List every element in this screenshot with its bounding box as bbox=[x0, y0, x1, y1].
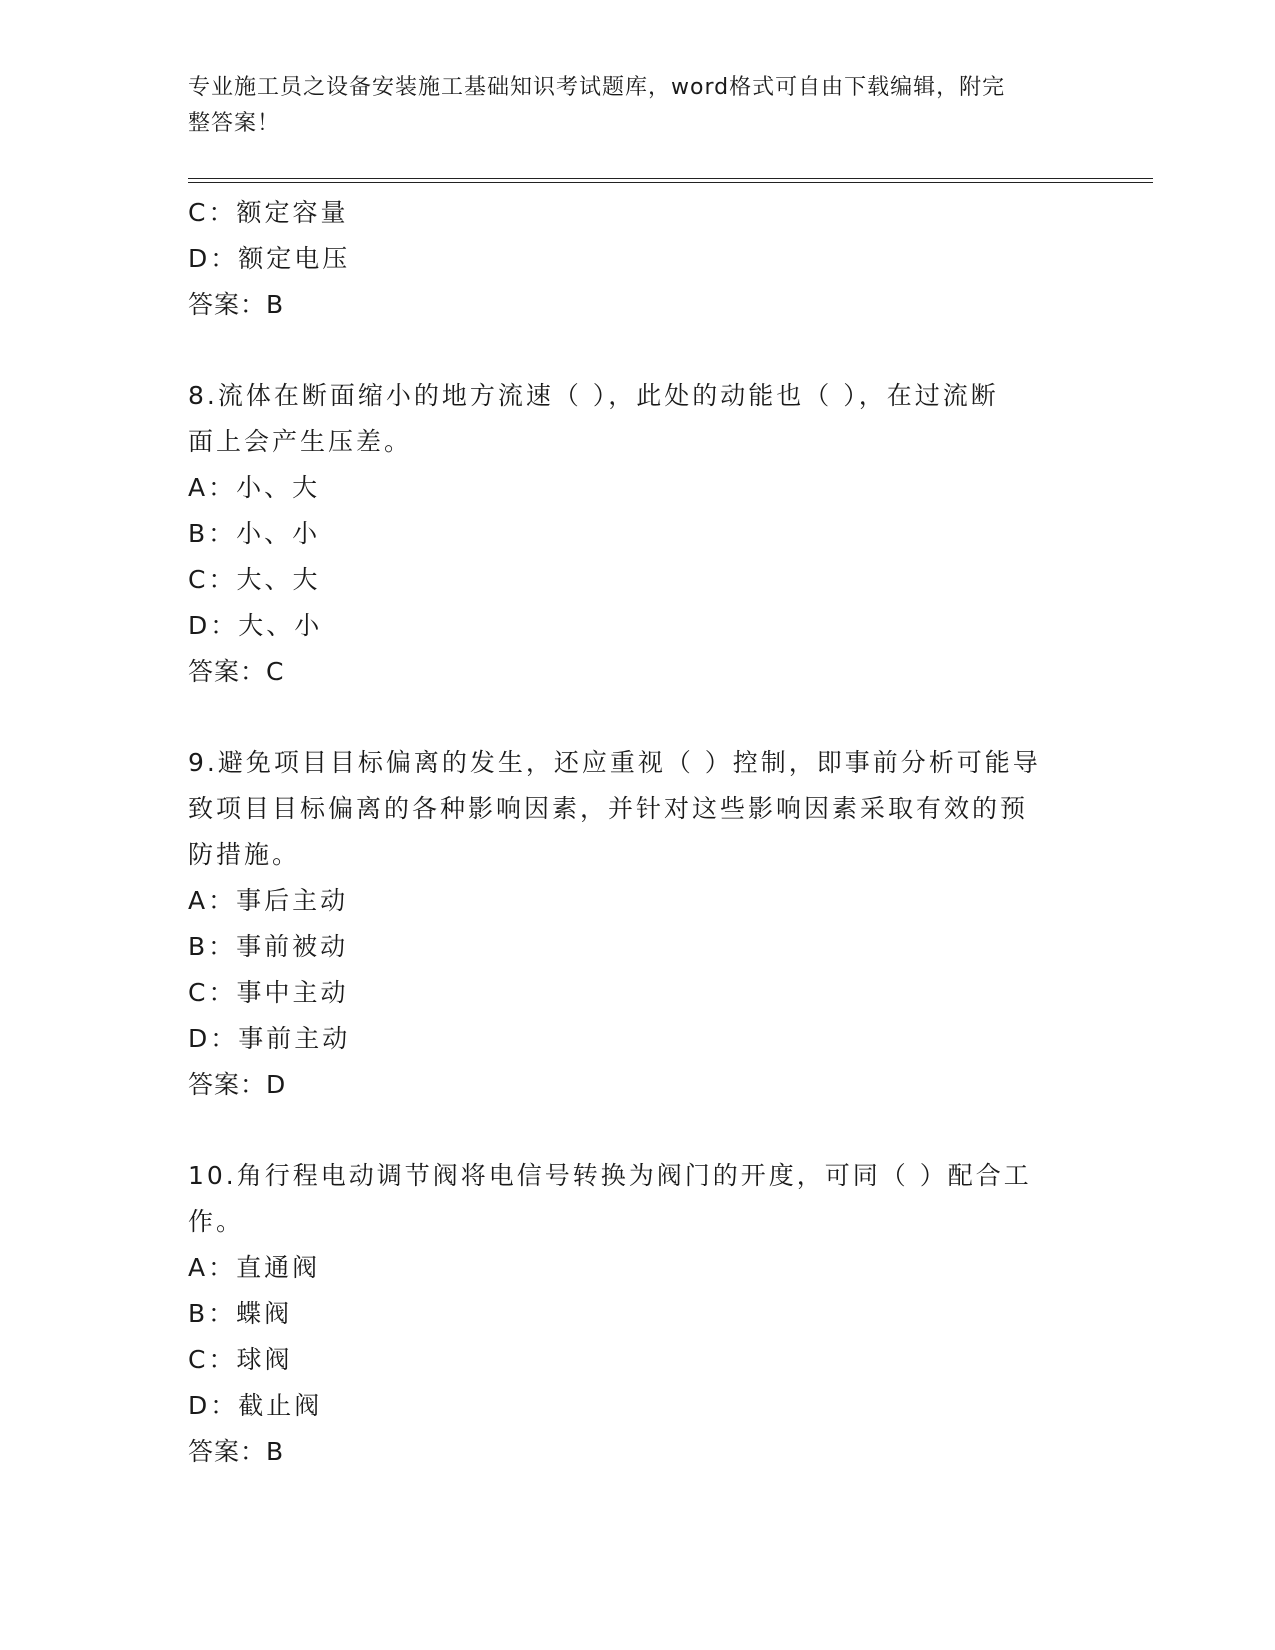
answer-line: 答案：B bbox=[188, 1437, 285, 1466]
option-a: A：直通阀 bbox=[188, 1253, 321, 1282]
stem-line: 面上会产生压差。 bbox=[188, 427, 413, 456]
answer-line: 答案：D bbox=[188, 1070, 287, 1099]
stem-line: 防措施。 bbox=[188, 840, 301, 869]
option-d: D：额定电压 bbox=[188, 244, 351, 273]
answer-line: 答案：B bbox=[188, 290, 285, 319]
previous-question-tail bbox=[188, 190, 1088, 328]
header-line-1: 专业施工员之设备安装施工基础知识考试题库，word格式可自由下载编辑，附完 bbox=[188, 75, 1006, 100]
option-d: D：截止阀 bbox=[188, 1391, 323, 1420]
option-c: C：事中主动 bbox=[188, 978, 349, 1007]
stem-line: 9.避免项目目标偏离的发生，还应重视（ ）控制，即事前分析可能导 bbox=[188, 748, 1041, 777]
document-header bbox=[188, 70, 1088, 142]
stem-line: 10.角行程电动调节阀将电信号转换为阀门的开度，可同（ ）配合工 bbox=[188, 1161, 1032, 1190]
option-c: C：额定容量 bbox=[188, 198, 349, 227]
spacer bbox=[188, 1108, 1088, 1153]
spacer bbox=[188, 695, 1088, 740]
stem-line: 致项目目标偏离的各种影响因素，并针对这些影响因素采取有效的预 bbox=[188, 794, 1029, 823]
option-d: D：大、小 bbox=[188, 611, 323, 640]
header-divider-bottom bbox=[188, 182, 1153, 183]
answer-line: 答案：C bbox=[188, 657, 285, 686]
question-8 bbox=[188, 373, 1088, 695]
option-a: A：事后主动 bbox=[188, 886, 349, 915]
option-b: B：小、小 bbox=[188, 519, 321, 548]
stem-line: 8.流体在断面缩小的地方流速（ ），此处的动能也（ ），在过流断 bbox=[188, 381, 999, 410]
option-c: C：球阀 bbox=[188, 1345, 293, 1374]
option-b: B：蝶阀 bbox=[188, 1299, 293, 1328]
question-stem bbox=[188, 1153, 1088, 1245]
question-stem bbox=[188, 740, 1088, 878]
question-9 bbox=[188, 740, 1088, 1108]
option-c: C：大、大 bbox=[188, 565, 321, 594]
header-divider-top bbox=[188, 178, 1153, 179]
question-10 bbox=[188, 1153, 1088, 1475]
option-b: B：事前被动 bbox=[188, 932, 349, 961]
spacer bbox=[188, 328, 1088, 373]
option-d: D：事前主动 bbox=[188, 1024, 351, 1053]
question-stem bbox=[188, 373, 1088, 465]
option-a: A：小、大 bbox=[188, 473, 321, 502]
stem-line: 作。 bbox=[188, 1207, 245, 1236]
question-content bbox=[188, 190, 1088, 1475]
header-line-2: 整答案！ bbox=[188, 111, 281, 136]
